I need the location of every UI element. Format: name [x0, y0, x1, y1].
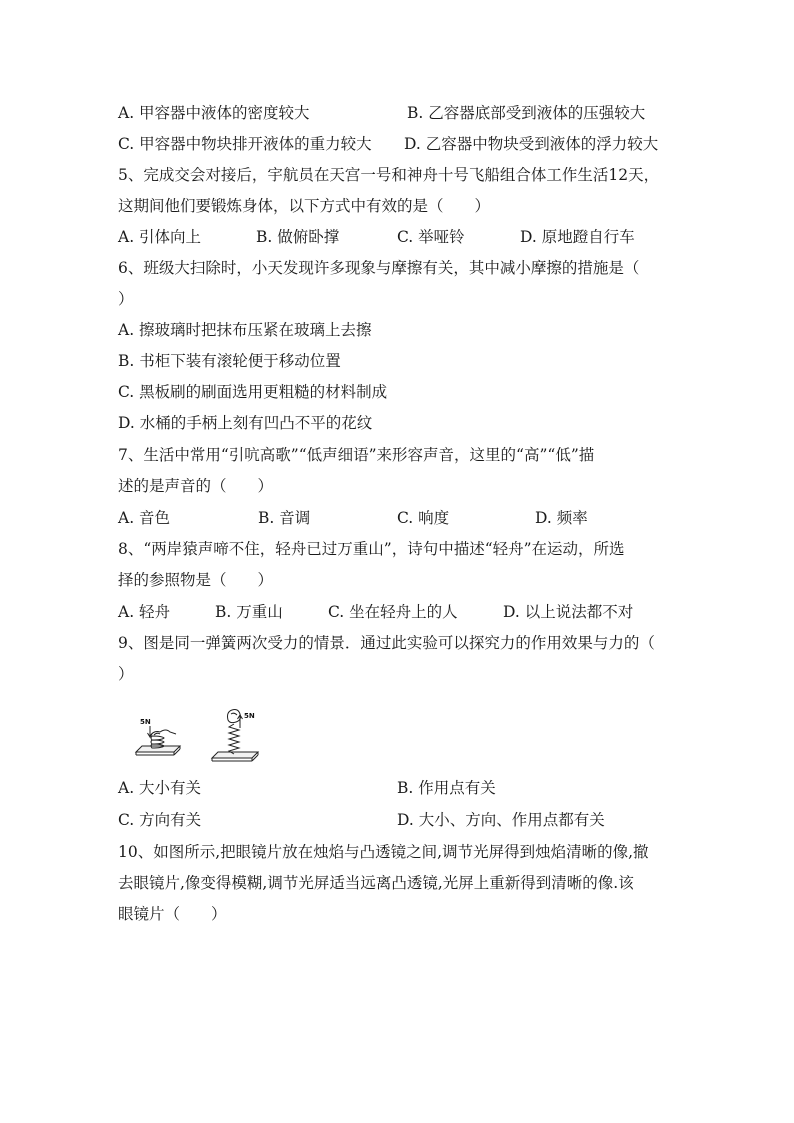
right-force-label: 5N [244, 712, 255, 720]
q6-option-b: B. 书柜下装有滚轮便于移动位置 [118, 352, 341, 370]
q5-option-a: A. 引体向上 [118, 228, 202, 246]
q7-option-d: D. 频率 [535, 509, 588, 527]
q6-stem-line-1: 6、班级大扫除时，小天发现许多现象与摩擦有关，其中减小摩擦的措施是（ [118, 259, 640, 277]
q8-stem-line-2: 择的参照物是（ ） [118, 571, 274, 589]
q5-option-b: B. 做俯卧撑 [256, 228, 340, 246]
q8-option-c: C. 坐在轻舟上的人 [328, 603, 458, 621]
q4-option-a: A. 甲容器中液体的密度较大 [118, 104, 310, 122]
q5-option-c: C. 举哑铃 [397, 228, 465, 246]
q9-option-a: A. 大小有关 [118, 779, 202, 797]
q4-option-b: B. 乙容器底部受到液体的压强较大 [407, 104, 646, 122]
q10-stem-line-3: 眼镜片（ ） [118, 905, 227, 923]
q4-option-c: C. 甲容器中物块排开液体的重力较大 [118, 135, 372, 153]
q7-stem-line-1: 7、生活中常用“引吭高歌”“低声细语”来形容声音，这里的“高”“低”描 [118, 446, 595, 464]
q7-option-c: C. 响度 [397, 509, 450, 527]
q7-option-b: B. 音调 [258, 509, 311, 527]
q5-option-d: D. 原地蹬自行车 [520, 228, 635, 246]
q8-stem-line-1: 8、“两岸猿声啼不住，轻舟已过万重山”，诗句中描述“轻舟”在运动，所选 [118, 540, 625, 558]
q9-stem-line-2: ） [118, 665, 134, 683]
q8-option-b: B. 万重山 [215, 603, 283, 621]
q10-stem-line-2: 去眼镜片,像变得模糊,调节光屏适当远离凸透镜,光屏上重新得到清晰的像.该 [118, 874, 634, 892]
q6-option-c: C. 黑板刷的刷面选用更粗糙的材料制成 [118, 383, 388, 401]
q9-stem-line-1: 9、图是同一弹簧两次受力的情景．通过此实验可以探究力的作用效果与力的（ [118, 634, 655, 652]
q9-option-d: D. 大小、方向、作用点都有关 [397, 811, 605, 829]
q6-stem-line-2: ） [118, 290, 134, 308]
q9-option-c: C. 方向有关 [118, 811, 202, 829]
spring-force-figure [130, 706, 260, 770]
stretched-spring-scene [212, 710, 258, 762]
q5-stem-line-1: 5、完成交会对接后，宇航员在天宫一号和神舟十号飞船组合体工作生活12天， [118, 166, 660, 184]
q7-stem-line-2: 述的是声音的（ ） [118, 477, 274, 495]
q9-option-b: B. 作用点有关 [397, 779, 496, 797]
q10-stem-line-1: 10、如图所示,把眼镜片放在烛焰与凸透镜之间,调节光屏得到烛焰清晰的像,撤 [118, 843, 649, 861]
q4-option-d: D. 乙容器中物块受到液体的浮力较大 [404, 135, 659, 153]
q6-option-d: D. 水桶的手柄上刻有凹凸不平的花纹 [118, 414, 373, 432]
q5-stem-line-2: 这期间他们要锻炼身体，以下方式中有效的是（ ） [118, 197, 491, 215]
compressed-spring-scene [136, 718, 180, 755]
q7-option-a: A. 音色 [118, 509, 171, 527]
left-force-label: 5N [140, 718, 151, 726]
q8-option-a: A. 轻舟 [118, 603, 171, 621]
q6-option-a: A. 擦玻璃时把抹布压紧在玻璃上去擦 [118, 321, 372, 339]
q8-option-d: D. 以上说法都不对 [503, 603, 634, 621]
